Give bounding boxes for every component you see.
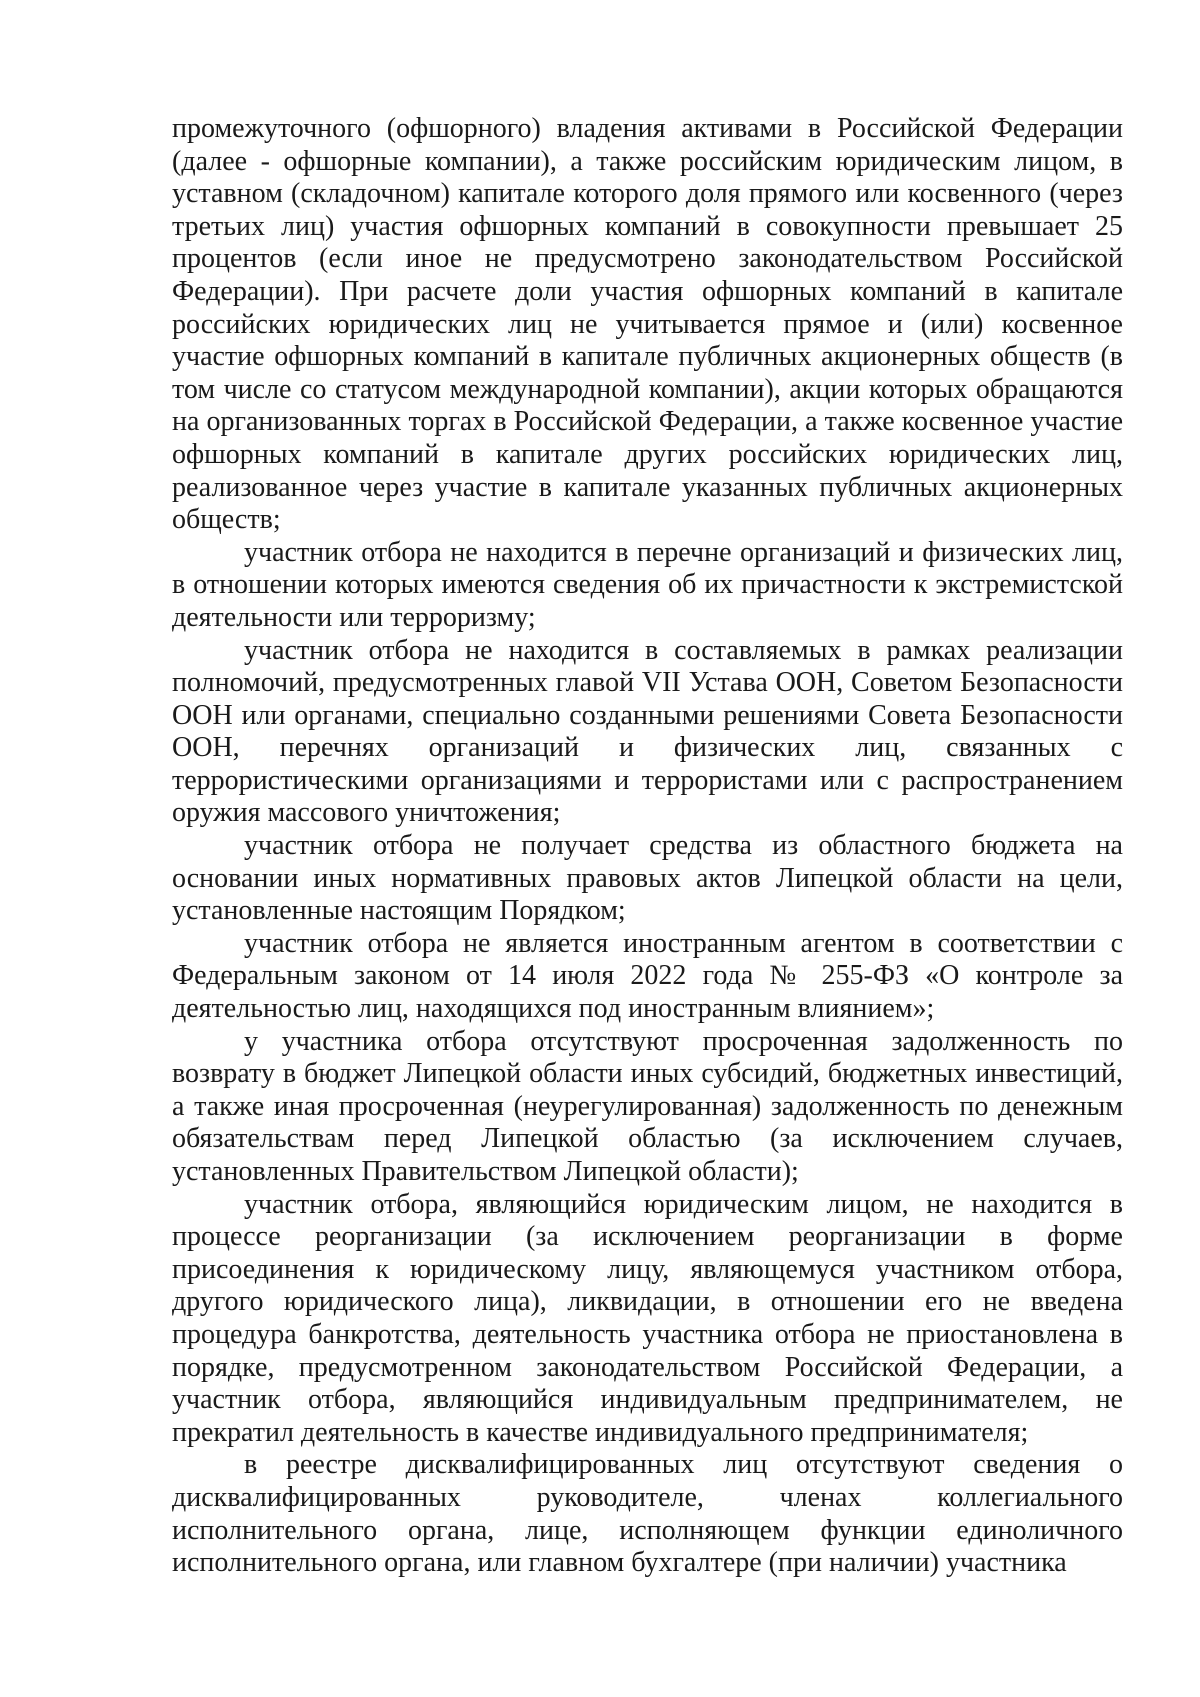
paragraph-regional-budget-funds: участник отбора не получает средства из областного бюджета на основании иных нормативных правовых актов Липецкой области на цели, установленные настоящим Порядком;: [172, 830, 1123, 927]
paragraph-disqualified-persons: в реестре дисквалифицированных лиц отсутствуют сведения о дисквалифицированных руководителе, членах коллегиального исполнительного органа, лице, исполняющем функции единоличного исполнительного органа, или главном бухгалтере (при наличии) участника: [172, 1449, 1123, 1579]
paragraph-foreign-agent: участник отбора не является иностранным агентом в соответствии с Федеральным законом от 14 июля 2022 года № 255-ФЗ «О контроле за деятельностью лиц, находящихся под иностранным влиянием»;: [172, 927, 1123, 1025]
paragraph-offshore-companies: промежуточного (офшорного) владения активами в Российской Федерации (далее - офшорные компании), а также российским юридическим лицом, в уставном (складочном) капитале которого доля прямого или косвенного (через третьих лиц) участия офшорных компаний в совокупности превышает 25 процентов (если иное не предусмотрено законодательством Российской Федерации). При расчете доли участия офшорных компаний в капитале российских юридических лиц не учитывается прямое и (или) косвенное участие офшорных компаний в капитале публичных акционерных обществ (в том числе со статусом международной компании), акции которых обращаются на организованных торгах в Российской Федерации, а также косвенное участие офшорных компаний в капитале других российских юридических лиц, реализованное через участие в капитале указанных публичных акционерных обществ;: [172, 113, 1123, 536]
paragraph-extremism-list: участник отбора не находится в перечне организаций и физических лиц, в отношении которых имеются сведения об их причастности к экстремистской деятельности или терроризму;: [172, 536, 1123, 633]
paragraph-overdue-debt: у участника отбора отсутствуют просроченная задолженность по возврату в бюджет Липецкой области иных субсидий, бюджетных инвестиций, а также иная просроченная (неурегулированная) задолженность по денежным обязательствам перед Липецкой областью (за исключением случаев, установленных Правительством Липецкой области);: [172, 1025, 1123, 1187]
paragraph-reorganization-bankruptcy: участник отбора, являющийся юридическим лицом, не находится в процессе реорганизации (за исключением реорганизации в форме присоединения к юридическому лицу, являющемуся участником отбора, другого юридического лица), ликвидации, в отношении его не введена процедура банкротства, деятельность участника отбора не приостановлена в порядке, предусмотренном законодательством Российской Федерации, а участник отбора, являющийся индивидуальным предпринимателем, не прекратил деятельность в качестве индивидуального предпринимателя;: [172, 1188, 1123, 1448]
document-body: [172, 113, 1123, 1580]
paragraph-un-sanctions-list: участник отбора не находится в составляемых в рамках реализации полномочий, предусмотренных главой VII Устава ООН, Советом Безопасности ООН или органами, специально созданными решениями Совета Безопасности ООН, перечнях организаций и физических лиц, связанных с террористическими организациями и террористами или с распространением оружия массового уничтожения;: [172, 634, 1123, 829]
